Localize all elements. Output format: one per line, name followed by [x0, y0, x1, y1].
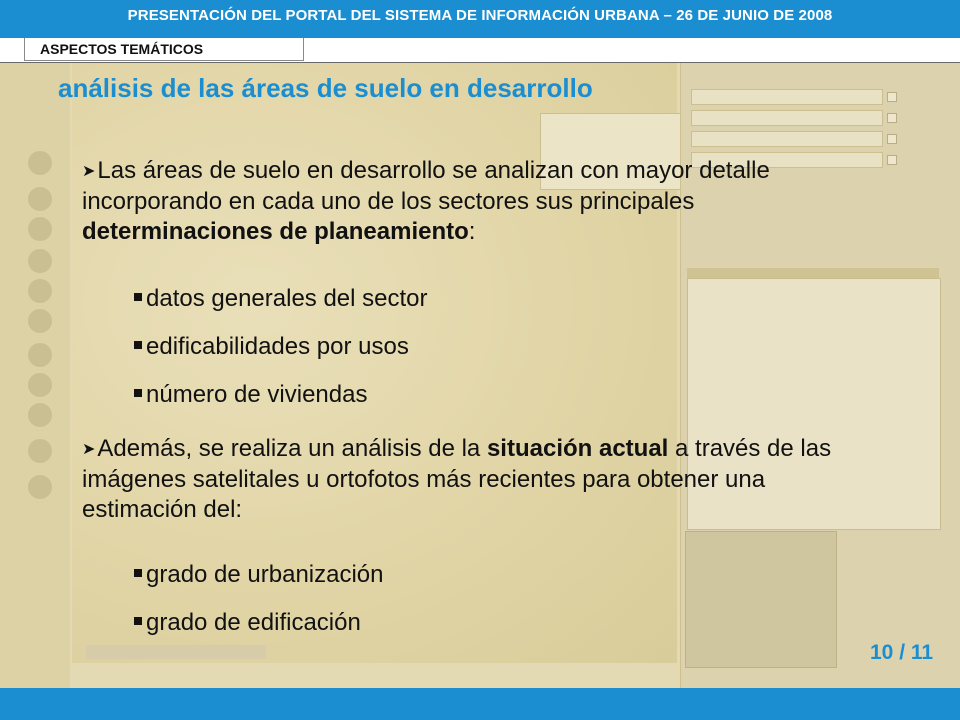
- list-item: datos generales del sector: [134, 284, 428, 314]
- tool-icon: [28, 343, 52, 367]
- list-item: edificabilidades por usos: [134, 332, 409, 362]
- footer-bar: [0, 688, 960, 720]
- section-label: ASPECTOS TEMÁTICOS: [40, 41, 204, 57]
- paragraph2-rest: a través de las imágenes satelitales u ortofotos más recientes para obtener una estimación del:: [82, 435, 832, 523]
- header-bar: [0, 0, 960, 38]
- arrowhead-bullet-icon: ➤: [82, 441, 96, 458]
- list-item: grado de urbanización: [134, 560, 384, 590]
- page-indicator: 10 / 11: [870, 641, 934, 664]
- paragraph2-emphasis: situación actual: [486, 435, 669, 462]
- square-bullet-icon: [134, 293, 142, 301]
- paragraph1-end: :: [468, 218, 476, 245]
- tool-icon: [28, 373, 52, 397]
- background-select: [691, 110, 883, 126]
- square-bullet-icon: [134, 569, 142, 577]
- tool-icon: [28, 475, 52, 499]
- background-select: [691, 89, 883, 105]
- tool-icon: [28, 151, 52, 175]
- section-bar: [0, 38, 960, 63]
- paragraph-planning: [82, 156, 882, 247]
- tool-icon: [28, 187, 52, 211]
- list-item: grado de edificación: [134, 608, 361, 638]
- paragraph1-text: Las áreas de suelo en desarrollo se analizan con mayor detalle incorporando en cada uno de los sectores sus principales: [82, 157, 770, 215]
- background-toolbar: [0, 63, 70, 688]
- background-minimap: [685, 531, 837, 668]
- background-checkbox: [887, 134, 897, 144]
- background-checkbox: [887, 155, 897, 165]
- tool-icon: [28, 279, 52, 303]
- arrowhead-bullet-icon: ➤: [82, 163, 96, 180]
- square-bullet-icon: [134, 617, 142, 625]
- list-item: número de viviendas: [134, 380, 367, 410]
- paragraph2-text: Además, se realiza un análisis de la: [97, 435, 487, 462]
- background-scale-bar: [86, 645, 266, 659]
- square-bullet-icon: [134, 341, 142, 349]
- background-checkbox: [887, 113, 897, 123]
- paragraph1-emphasis: determinaciones de planeamiento: [82, 218, 469, 245]
- square-bullet-icon: [134, 389, 142, 397]
- background-select: [691, 131, 883, 147]
- presentation-title: PRESENTACIÓN DEL PORTAL DEL SISTEMA DE INFORMACIÓN URBANA – 26 DE JUNIO DE 2008: [127, 7, 833, 24]
- slide-title: análisis de las áreas de suelo en desarrollo: [58, 73, 593, 103]
- tool-icon: [28, 309, 52, 333]
- tool-icon: [28, 249, 52, 273]
- tool-icon: [28, 439, 52, 463]
- background-checkbox: [887, 92, 897, 102]
- paragraph-current-status: [82, 434, 882, 525]
- tool-icon: [28, 403, 52, 427]
- tool-icon: [28, 217, 52, 241]
